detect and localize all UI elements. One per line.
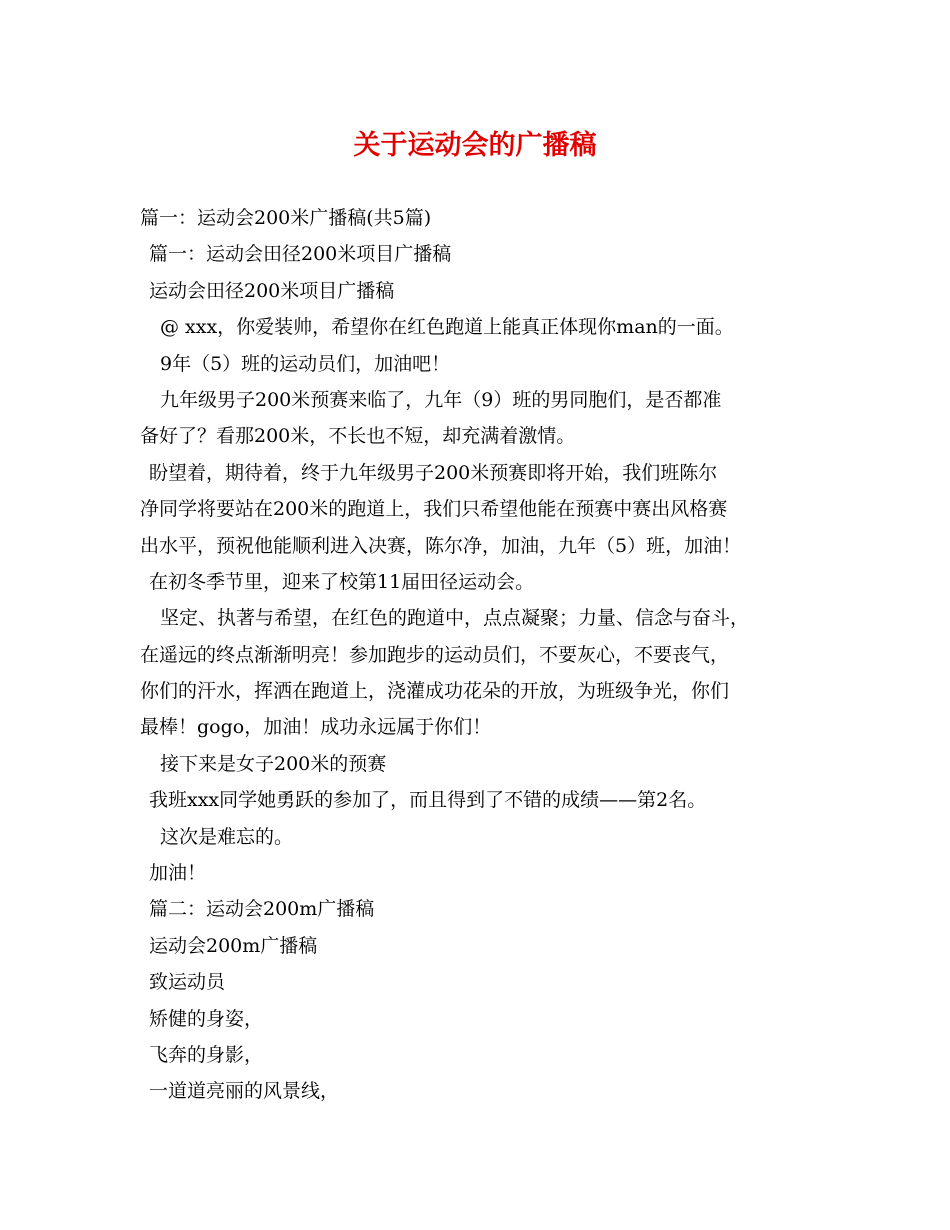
text-line: 运动会200m广播稿 [149,934,318,957]
text-line: 矫健的身姿， [149,1007,264,1030]
text-line: 篇一：运动会200米广播稿(共5篇) [140,207,432,229]
text-line: 九年级男子200米预赛来临了，九年（9）班的男同胞们，是否都准 [160,388,722,411]
text-line: 运动会田径200米项目广播稿 [149,279,395,302]
text-line: 出水平，预祝他能顺利进入决赛，陈尔净，加油，九年（5）班，加油！ [140,534,742,557]
text-line: 一道道亮丽的风景线， [149,1080,340,1103]
text-line: 篇一：运动会田径200米项目广播稿 [149,243,452,266]
text-line: @ xxx，你爱装帅，希望你在红色跑道上能真正体现你man的一面。 [160,316,734,339]
text-line: 在遥远的终点渐渐明亮！参加跑步的运动员们，不要灰心，不要丧气， [140,643,730,666]
text-line: 加油！ [149,862,207,885]
text-line: 致运动员 [149,971,226,994]
text-line: 飞奔的身影， [149,1043,264,1066]
text-line: 这次是难忘的。 [160,825,294,848]
text-line: 9年（5）班的运动员们，加油吧！ [160,352,451,375]
document-body [140,200,840,1110]
text-line: 盼望着，期待着，终于九年级男子200米预赛即将开始，我们班陈尔 [149,461,718,484]
text-line: 净同学将要站在200米的跑道上，我们只希望他能在预赛中赛出风格赛 [140,498,728,521]
document-title: 关于运动会的广播稿 [353,130,597,161]
text-line: 在初冬季节里，迎来了校第11届田径运动会。 [149,570,535,593]
text-line: 篇二：运动会200m广播稿 [149,898,375,921]
text-line: 我班xxx同学她勇跃的参加了，而且得到了不错的成绩——第2名。 [149,789,707,812]
text-line: 坚定、执著与希望，在红色的跑道中，点点凝聚；力量、信念与奋斗， [160,607,750,630]
text-line: 接下来是女子200米的预赛 [160,752,387,775]
text-line: 你们的汗水，挥洒在跑道上，浇灌成功花朵的开放，为班级争光，你们 [140,680,730,703]
text-line: 备好了？看那200米，不长也不短，却充满着激情。 [140,425,576,448]
text-line: 最棒！gogo，加油！成功永远属于你们！ [140,716,492,739]
